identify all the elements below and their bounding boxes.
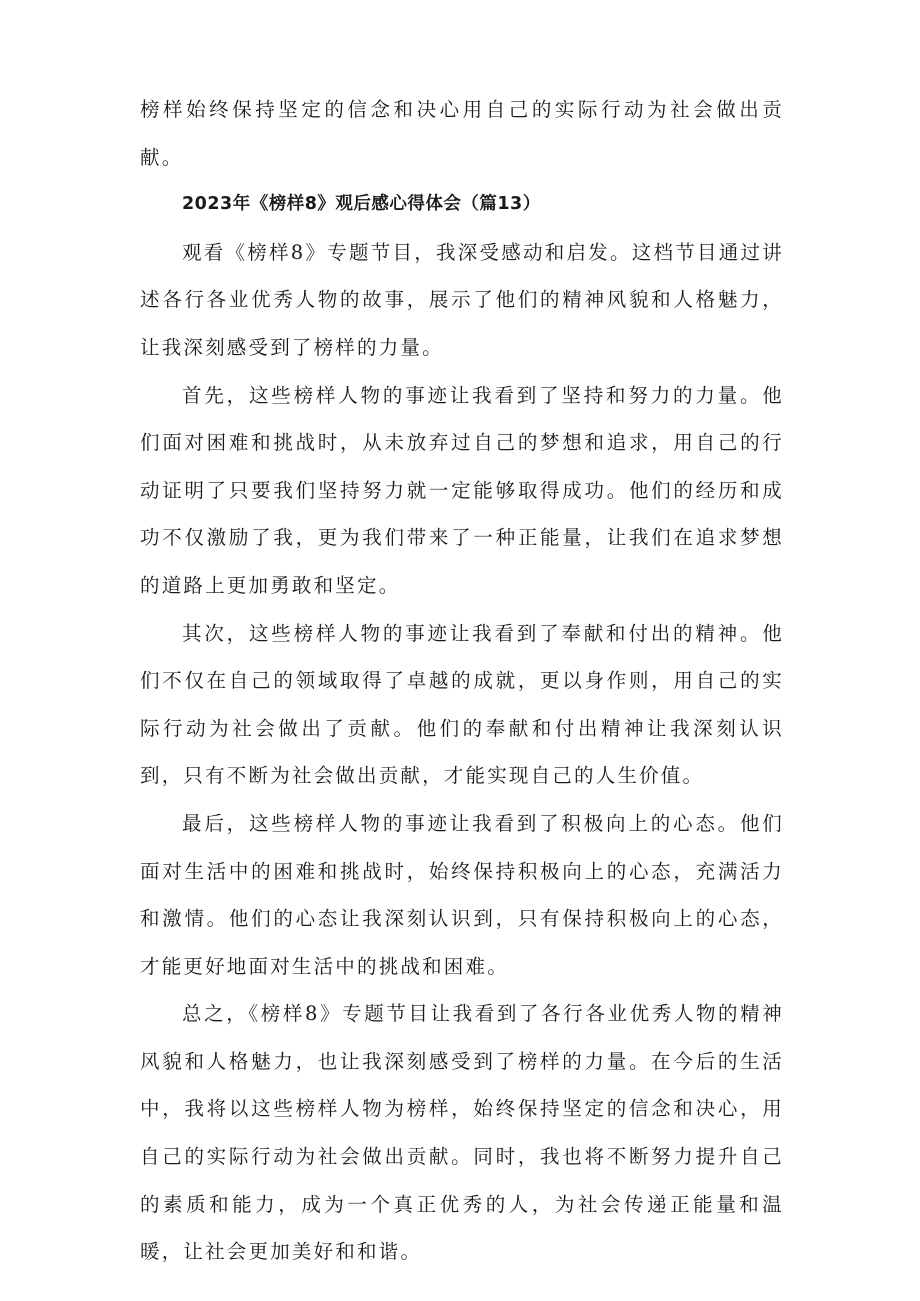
paragraph-last: 最后，这些榜样人物的事迹让我看到了积极向上的心态。他们面对生活中的困难和挑战时，始终保持积极向上的心态，充满活力和激情。他们的心态让我深刻认识到，只有保持积极向上的心态，才能更好地面对生活中的挑战和困难。 bbox=[140, 811, 784, 978]
paragraph-second: 其次，这些榜样人物的事迹让我看到了奉献和付出的精神。他们不仅在自己的领域取得了卓越的成就，更以身作则，用自己的实际行动为社会做出了贡献。他们的奉献和付出精神让我深刻认识到，只有不断为社会做出贡献，才能实现自己的人生价值。 bbox=[140, 621, 784, 788]
document-page bbox=[140, 86, 784, 1276]
lead-fragment: 榜样始终保持坚定的信念和决心用自己的实际行动为社会做出贡献。 bbox=[140, 98, 784, 169]
section-title: 2023年《榜样8》观后感心得体会（篇13） bbox=[182, 194, 541, 215]
paragraph-conclusion: 总之，《榜样8》专题节目让我看到了各行各业优秀人物的精神风貌和人格魅力，也让我深刻感受到了榜样的力量。在今后的生活中，我将以这些榜样人物为榜样，始终保持坚定的信念和决心，用自己的实际行动为社会做出贡献。同时，我也将不断努力提升自己的素质和能力，成为一个真正优秀的人，为社会传递正能量和温暖，让社会更加美好和和谐。 bbox=[140, 1002, 784, 1264]
paragraph-intro: 观看《榜样8》专题节目，我深受感动和启发。这档节目通过讲述各行各业优秀人物的故事，展示了他们的精神风貌和人格魅力，让我深刻感受到了榜样的力量。 bbox=[140, 240, 784, 359]
paragraph-first: 首先，这些榜样人物的事迹让我看到了坚持和努力的力量。他们面对困难和挑战时，从未放弃过自己的梦想和追求，用自己的行动证明了只要我们坚持努力就一定能够取得成功。他们的经历和成功不仅激励了我，更为我们带来了一种正能量，让我们在追求梦想的道路上更加勇敢和坚定。 bbox=[140, 383, 784, 597]
